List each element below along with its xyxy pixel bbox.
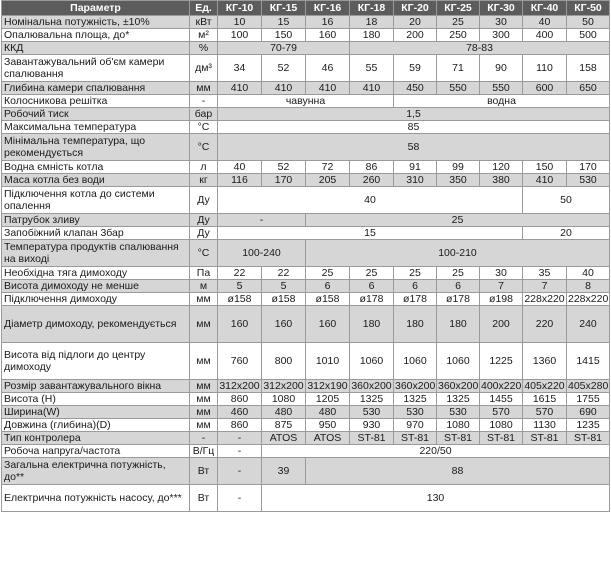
value-cell: 1225 — [480, 343, 523, 380]
param-label: Номінальна потужність, ±10% — [2, 16, 190, 29]
table-row — [2, 174, 610, 187]
value-cell: 180 — [350, 306, 394, 343]
value-cell: 220/50 — [262, 445, 610, 458]
param-label: Загальна електрична потужність, до** — [2, 458, 190, 485]
value-cell: 220 — [523, 306, 567, 343]
value-cell: 460 — [218, 406, 262, 419]
table-row — [2, 187, 610, 214]
value-cell: 930 — [350, 419, 394, 432]
value-cell: 116 — [218, 174, 262, 187]
table-body — [2, 16, 610, 512]
value-cell: 90 — [480, 55, 523, 82]
table-row — [2, 42, 610, 55]
value-cell: ST-81 — [350, 432, 394, 445]
header-cell: КГ-25 — [437, 1, 480, 16]
value-cell: ø198 — [480, 293, 523, 306]
table-row — [2, 445, 610, 458]
value-cell: 1455 — [480, 393, 523, 406]
value-cell: 39 — [262, 458, 306, 485]
param-label: Діаметр димоходу, рекомендується — [2, 306, 190, 343]
param-label: Завантажувальний об'єм камери спалювання — [2, 55, 190, 82]
value-cell: 40 — [218, 161, 262, 174]
value-cell: 1755 — [567, 393, 610, 406]
value-cell: 6 — [394, 280, 437, 293]
unit-cell: мм — [190, 419, 218, 432]
param-label: Запобіжний клапан 3бар — [2, 227, 190, 240]
value-cell: 250 — [437, 29, 480, 42]
value-cell: ø158 — [306, 293, 350, 306]
table-row — [2, 380, 610, 393]
param-label: Температура продуктів спалювання на виході — [2, 240, 190, 267]
value-cell: - — [218, 458, 262, 485]
value-cell: 300 — [480, 29, 523, 42]
value-cell: 52 — [262, 55, 306, 82]
value-cell: ST-81 — [523, 432, 567, 445]
value-cell: - — [218, 214, 306, 227]
unit-cell: °C — [190, 134, 218, 161]
table-row — [2, 432, 610, 445]
value-cell: 180 — [350, 29, 394, 42]
param-label: Водна ємність котла — [2, 161, 190, 174]
unit-cell: °C — [190, 240, 218, 267]
value-cell: 875 — [262, 419, 306, 432]
value-cell: 312x190 — [307, 380, 348, 392]
value-cell: 410 — [218, 82, 262, 95]
value-cell: 71 — [437, 55, 480, 82]
value-cell: 1360 — [523, 343, 567, 380]
value-cell: 1130 — [523, 419, 567, 432]
value-cell: 160 — [218, 306, 262, 343]
unit-cell: мм — [190, 293, 218, 306]
header-cell: Ед. — [190, 1, 218, 16]
header-row — [2, 1, 610, 16]
value-cell: 18 — [350, 16, 394, 29]
value-cell: 480 — [262, 406, 306, 419]
value-cell: 59 — [394, 55, 437, 82]
value-cell: 180 — [394, 306, 437, 343]
table-row — [2, 240, 610, 267]
value-cell: 86 — [350, 161, 394, 174]
value-cell: 550 — [480, 82, 523, 95]
param-label: Мінімальна температура, що рекомендується — [2, 134, 190, 161]
unit-cell: мм — [190, 380, 218, 393]
table-row — [2, 16, 610, 29]
value-cell: 480 — [306, 406, 350, 419]
unit-cell: % — [190, 42, 218, 55]
value-cell: 35 — [523, 267, 567, 280]
unit-cell: Вт — [190, 458, 218, 485]
value-cell: 120 — [480, 161, 523, 174]
value-cell: 1080 — [437, 419, 480, 432]
unit-cell: м — [190, 280, 218, 293]
value-cell: 570 — [523, 406, 567, 419]
value-cell: 1615 — [523, 393, 567, 406]
table-row — [2, 134, 610, 161]
table-row — [2, 343, 610, 380]
value-cell: 6 — [437, 280, 480, 293]
table-row — [2, 267, 610, 280]
value-cell: 25 — [306, 267, 350, 280]
value-cell: 360x200 — [395, 380, 436, 392]
param-label: Ширина(W) — [2, 406, 190, 419]
unit-cell: Ду — [190, 214, 218, 227]
value-cell: ST-81 — [437, 432, 480, 445]
table-row — [2, 55, 610, 82]
table-row — [2, 95, 610, 108]
value-cell: 350 — [437, 174, 480, 187]
unit-cell: м² — [190, 29, 218, 42]
value-cell: 400x220 — [481, 380, 522, 392]
value-cell: 150 — [523, 161, 567, 174]
value-cell: 760 — [218, 343, 262, 380]
param-label: Маса котла без води — [2, 174, 190, 187]
header-cell: КГ-30 — [480, 1, 523, 16]
value-cell: 100-240 — [218, 240, 306, 267]
table-row — [2, 214, 610, 227]
value-cell: 650 — [567, 82, 610, 95]
value-cell: 1325 — [350, 393, 394, 406]
param-label: Максимальна температура — [2, 121, 190, 134]
unit-cell: кг — [190, 174, 218, 187]
spec-table — [1, 0, 610, 512]
value-cell: 5 — [262, 280, 306, 293]
value-cell: 1060 — [437, 343, 480, 380]
unit-cell: л — [190, 161, 218, 174]
value-cell: 550 — [437, 82, 480, 95]
table-row — [2, 29, 610, 42]
value-cell: 100-210 — [306, 240, 610, 267]
unit-cell: В/Гц — [190, 445, 218, 458]
unit-cell: - — [190, 432, 218, 445]
value-cell: 1010 — [306, 343, 350, 380]
header-cell: КГ-18 — [350, 1, 394, 16]
value-cell: 72 — [306, 161, 350, 174]
value-cell: 52 — [262, 161, 306, 174]
table-row — [2, 82, 610, 95]
header-cell: КГ-16 — [306, 1, 350, 16]
value-cell: 15 — [218, 227, 523, 240]
header-cell: КГ-15 — [262, 1, 306, 16]
value-cell: 310 — [394, 174, 437, 187]
param-label: Патрубок зливу — [2, 214, 190, 227]
value-cell: 1325 — [394, 393, 437, 406]
value-cell: 20 — [523, 227, 610, 240]
value-cell: 34 — [218, 55, 262, 82]
unit-cell: мм — [190, 406, 218, 419]
value-cell: 22 — [262, 267, 306, 280]
value-cell: 150 — [262, 29, 306, 42]
value-cell: 312x200 — [219, 380, 260, 392]
value-cell: - — [218, 485, 262, 512]
unit-cell: мм — [190, 393, 218, 406]
value-cell: 860 — [218, 419, 262, 432]
value-cell: ST-81 — [480, 432, 523, 445]
value-cell: 20 — [394, 16, 437, 29]
value-cell: ø178 — [350, 293, 394, 306]
table-row — [2, 306, 610, 343]
param-label: Тип контролера — [2, 432, 190, 445]
value-cell: 180 — [437, 306, 480, 343]
value-cell: 7 — [480, 280, 523, 293]
header-cell: КГ-10 — [218, 1, 262, 16]
unit-cell: кВт — [190, 16, 218, 29]
value-cell: 200 — [394, 29, 437, 42]
value-cell: 860 — [218, 393, 262, 406]
table-row — [2, 280, 610, 293]
value-cell: ST-81 — [567, 432, 610, 445]
value-cell: 500 — [567, 29, 610, 42]
value-cell: 6 — [306, 280, 350, 293]
value-cell: 50 — [567, 16, 610, 29]
header-cell: Параметр — [2, 1, 190, 16]
value-cell: 205 — [306, 174, 350, 187]
value-cell: 160 — [262, 306, 306, 343]
value-cell: 1325 — [437, 393, 480, 406]
unit-cell: мм — [190, 82, 218, 95]
value-cell: 1060 — [394, 343, 437, 380]
header-cell: КГ-20 — [394, 1, 437, 16]
value-cell: 160 — [306, 29, 350, 42]
value-cell: 200 — [480, 306, 523, 343]
value-cell: 360x200 — [351, 380, 392, 392]
table-row — [2, 121, 610, 134]
value-cell: - — [218, 432, 262, 445]
value-cell: 530 — [437, 406, 480, 419]
param-label: Висота від підлоги до центру димоходу — [2, 343, 190, 380]
value-cell: 99 — [437, 161, 480, 174]
value-cell: 970 — [394, 419, 437, 432]
value-cell: 58 — [218, 134, 610, 161]
value-cell: 110 — [523, 55, 567, 82]
param-label: Висота (H) — [2, 393, 190, 406]
value-cell: 88 — [306, 458, 610, 485]
unit-cell: бар — [190, 108, 218, 121]
value-cell: 15 — [262, 16, 306, 29]
param-label: Електрична потужність насосу, до*** — [2, 485, 190, 512]
value-cell: 410 — [523, 174, 567, 187]
value-cell: 360x200 — [438, 380, 479, 392]
value-cell: 260 — [350, 174, 394, 187]
unit-cell: Па — [190, 267, 218, 280]
value-cell: ATOS — [306, 432, 350, 445]
param-label: Підключення котла до системи опалення — [2, 187, 190, 214]
value-cell: 91 — [394, 161, 437, 174]
value-cell: 30 — [480, 16, 523, 29]
value-cell: 312x200 — [263, 380, 304, 392]
value-cell: 228x220 — [568, 293, 609, 305]
header-cell: КГ-50 — [567, 1, 610, 16]
unit-cell: мм — [190, 306, 218, 343]
value-cell: водна — [394, 95, 610, 108]
value-cell: 1235 — [567, 419, 610, 432]
value-cell: ø158 — [218, 293, 262, 306]
value-cell: 400 — [523, 29, 567, 42]
value-cell: 405x280 — [568, 380, 609, 392]
unit-cell: мм — [190, 343, 218, 380]
table-row — [2, 485, 610, 512]
value-cell: ATOS — [262, 432, 306, 445]
value-cell: 158 — [567, 55, 610, 82]
value-cell: 40 — [523, 16, 567, 29]
value-cell: 25 — [306, 214, 610, 227]
table-row — [2, 393, 610, 406]
value-cell: ø158 — [262, 293, 306, 306]
value-cell: 85 — [218, 121, 610, 134]
value-cell: 1080 — [262, 393, 306, 406]
value-cell: 25 — [437, 16, 480, 29]
value-cell: 950 — [306, 419, 350, 432]
value-cell: 450 — [394, 82, 437, 95]
value-cell: 410 — [262, 82, 306, 95]
value-cell: 6 — [350, 280, 394, 293]
unit-cell: °C — [190, 121, 218, 134]
param-label: Висота димоходу не менше — [2, 280, 190, 293]
unit-cell: Ду — [190, 227, 218, 240]
value-cell: 530 — [567, 174, 610, 187]
value-cell: 70-79 — [218, 42, 350, 55]
value-cell: 55 — [350, 55, 394, 82]
table-row — [2, 227, 610, 240]
table-row — [2, 161, 610, 174]
value-cell: 405x220 — [524, 380, 565, 392]
header-cell: КГ-40 — [523, 1, 567, 16]
param-label: ККД — [2, 42, 190, 55]
unit-cell: Ду — [190, 187, 218, 214]
value-cell: 8 — [567, 280, 610, 293]
value-cell: 410 — [306, 82, 350, 95]
value-cell: - — [218, 445, 262, 458]
value-cell: 160 — [306, 306, 350, 343]
value-cell: 1,5 — [218, 108, 610, 121]
value-cell: чавунна — [218, 95, 394, 108]
value-cell: 30 — [480, 267, 523, 280]
value-cell: 570 — [480, 406, 523, 419]
value-cell: ST-81 — [394, 432, 437, 445]
table-row — [2, 419, 610, 432]
value-cell: 530 — [350, 406, 394, 419]
value-cell: 1415 — [567, 343, 610, 380]
value-cell: 25 — [394, 267, 437, 280]
value-cell: 530 — [394, 406, 437, 419]
table-row — [2, 458, 610, 485]
value-cell: 40 — [218, 187, 523, 214]
value-cell: 78-83 — [350, 42, 610, 55]
unit-cell: - — [190, 95, 218, 108]
value-cell: ø178 — [394, 293, 437, 306]
value-cell: 170 — [262, 174, 306, 187]
value-cell: 130 — [262, 485, 610, 512]
param-label: Довжина (глибина)(D) — [2, 419, 190, 432]
table-row — [2, 293, 610, 306]
value-cell: ø178 — [437, 293, 480, 306]
param-label: Опалювальна площа, до* — [2, 29, 190, 42]
value-cell: 800 — [262, 343, 306, 380]
value-cell: 690 — [567, 406, 610, 419]
value-cell: 40 — [567, 267, 610, 280]
param-label: Глибина камери спалювання — [2, 82, 190, 95]
value-cell: 100 — [218, 29, 262, 42]
value-cell: 170 — [567, 161, 610, 174]
value-cell: 25 — [350, 267, 394, 280]
value-cell: 240 — [567, 306, 610, 343]
value-cell: 5 — [218, 280, 262, 293]
value-cell: 10 — [218, 16, 262, 29]
value-cell: 228x220 — [524, 293, 565, 305]
param-label: Робоча напруга/частота — [2, 445, 190, 458]
value-cell: 50 — [523, 187, 610, 214]
param-label: Розмір завантажувального вікна — [2, 380, 190, 393]
value-cell: 46 — [306, 55, 350, 82]
value-cell: 380 — [480, 174, 523, 187]
value-cell: 16 — [306, 16, 350, 29]
value-cell: 1080 — [480, 419, 523, 432]
value-cell: 25 — [437, 267, 480, 280]
param-label: Колосникова решітка — [2, 95, 190, 108]
value-cell: 1060 — [350, 343, 394, 380]
value-cell: 22 — [218, 267, 262, 280]
unit-cell: дм³ — [190, 55, 218, 82]
unit-cell: Вт — [190, 485, 218, 512]
value-cell: 410 — [350, 82, 394, 95]
value-cell: 1205 — [306, 393, 350, 406]
param-label: Підключення димоходу — [2, 293, 190, 306]
table-row — [2, 406, 610, 419]
value-cell: 600 — [523, 82, 567, 95]
param-label: Робочий тиск — [2, 108, 190, 121]
param-label: Необхідна тяга димоходу — [2, 267, 190, 280]
table-row — [2, 108, 610, 121]
value-cell: 7 — [523, 280, 567, 293]
